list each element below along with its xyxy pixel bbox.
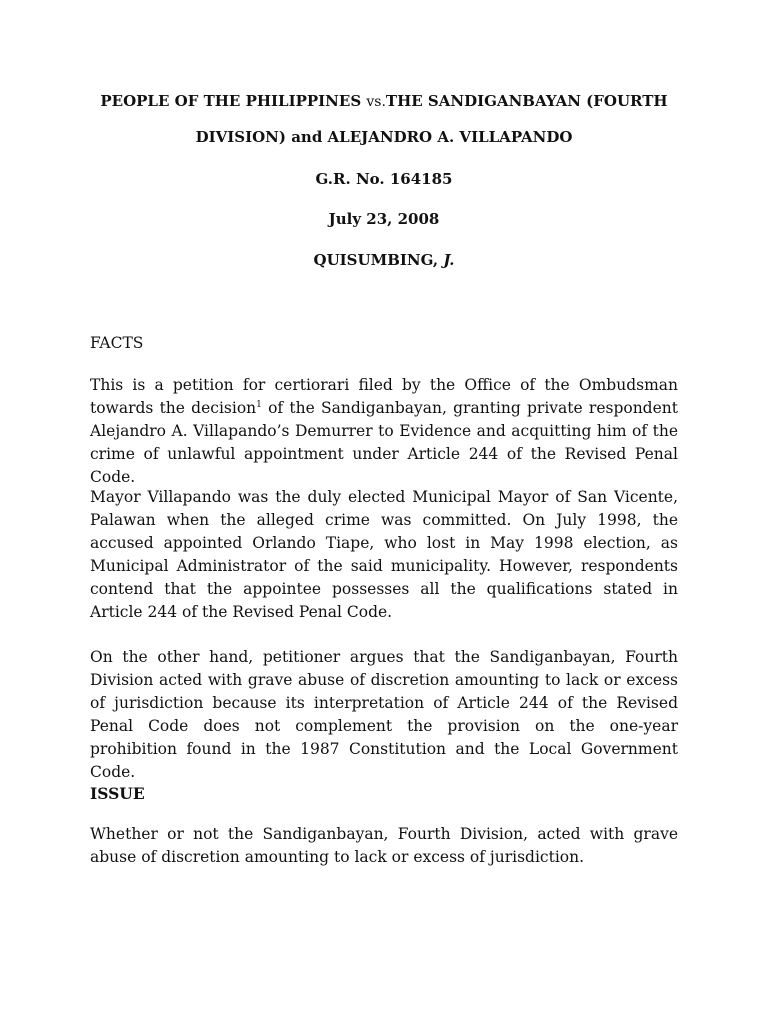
facts-paragraph-2: Mayor Villapando was the duly elected Municipal Mayor of San Vicente, Palawan when the alleged crime was committed. On July 1998, the accused appointed Orlando Tiape, who lost in May 1998 election, as Municipal Administrator of the said municipality. However, respondents contend that the appointee possesses all the qualifications stated in Article 244 of the Revised Penal Code. [90,488,678,621]
facts-paragraph-3: On the other hand, petitioner argues that the Sandiganbayan, Fourth Division acted with grave abuse of discretion amounting to lack or excess of jurisdiction because its interpretation of Article 244 of the Revised Penal Code does not complement the provision on the one-year prohibition found in the 1987 Constitution and the Local Government Code. [90,648,678,781]
gr-number: G.R. No. 164185 [315,170,453,188]
facts-paragraph-1 [90,374,678,489]
case-title-line-2: DIVISION) and ALEJANDRO A. VILLAPANDO [195,128,573,146]
case-title-vs: vs. [366,94,386,110]
issue-paragraph-1: Whether or not the Sandiganbayan, Fourth Division, acted with grave abuse of discretion amounting to lack or excess of jurisdiction. [90,825,678,866]
ponente-justice-mark: J. [443,251,455,269]
case-title-line-1 [0,91,768,112]
issue-heading: ISSUE [90,784,145,803]
case-title-petitioner: PEOPLE OF THE PHILIPPINES [100,92,367,110]
ponente-name: QUISUMBING, [313,251,444,269]
footnote-reference: 1 [256,400,262,410]
facts-paragraph-1-text-a: This is a petition for certiorari filed by the Office of the Ombudsman towards the decision [90,376,678,417]
ponente [0,250,768,270]
decision-date: July 23, 2008 [328,210,440,228]
facts-heading: FACTS [90,334,144,352]
case-title-respondent: THE SANDIGANBAYAN (FOURTH [385,92,668,110]
facts-paragraph-1-text-b: of the Sandiganbayan, granting private respondent Alejandro A. Villapando’s Demurrer to Evidence and acquitting him of the crime of unlawful appointment under Article 244 of the Revised Penal Code. [90,399,678,486]
